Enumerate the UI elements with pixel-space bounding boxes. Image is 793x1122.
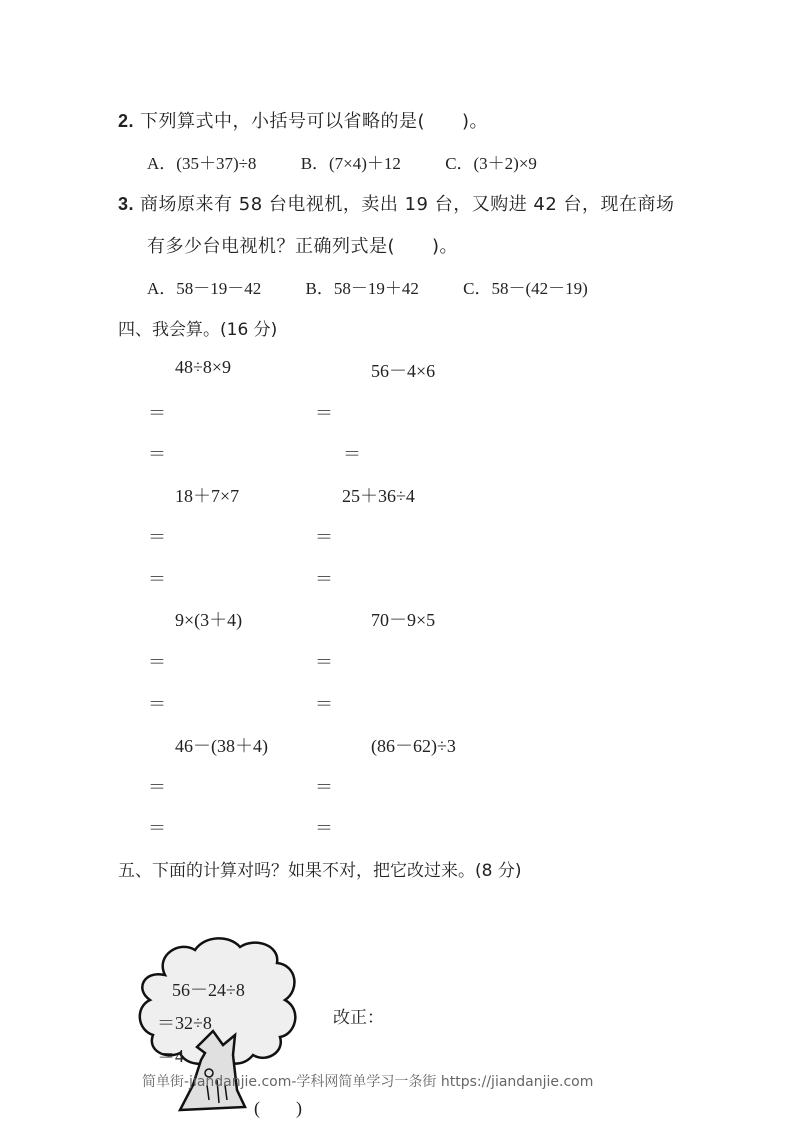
tree-expression-line3: ＝4: [157, 1046, 184, 1066]
equals-sign: ＝: [315, 527, 333, 547]
section-5-title: 五、下面的计算对吗？如果不对，把它改过来。(8 分): [118, 861, 522, 881]
problem-4-expression: 25＋36÷4: [342, 486, 415, 506]
equals-sign: ＝: [148, 652, 166, 672]
equals-sign: ＝: [315, 777, 333, 797]
equals-sign: ＝: [148, 527, 166, 547]
option-b: B．58－19＋42: [305, 279, 419, 298]
equals-sign: ＝: [148, 444, 166, 464]
option-a: A．(35＋37)÷8: [147, 154, 257, 173]
problem-3-expression: 18＋7×7: [175, 486, 240, 506]
section-4-title: 四、我会算。(16 分): [118, 320, 278, 340]
equals-sign: ＝: [315, 652, 333, 672]
question-text: 下列算式中，小括号可以省略的是( )。: [140, 111, 489, 132]
option-c: C．(3＋2)×9: [445, 154, 537, 173]
watermark: 简单街-jiandanjie.com-学科网简单学习一条街 https://jiandanjie.com: [142, 1074, 594, 1090]
question-3-line2: 有多少台电视机？正确列式是( )。: [147, 236, 459, 257]
equals-sign: ＝: [148, 403, 166, 423]
problem-8-expression: (86－62)÷3: [371, 736, 456, 756]
equals-sign: ＝: [315, 403, 333, 423]
question-number: 2.: [118, 111, 135, 131]
question-3: [118, 190, 675, 216]
question-text-line1: 商场原来有 58 台电视机，卖出 19 台，又购进 42 台，现在商场: [140, 194, 675, 215]
equals-sign: ＝: [315, 818, 333, 838]
option-c: C．58－(42－19): [463, 279, 588, 298]
question-3-options: [147, 274, 628, 299]
equals-sign: ＝: [148, 818, 166, 838]
tree-expression-line1: 56－24÷8: [172, 980, 245, 1000]
option-a: A．58－19－42: [147, 279, 262, 298]
question-number: 3.: [118, 194, 135, 214]
answer-paren: ( ): [254, 1098, 302, 1118]
equals-sign: ＝: [315, 569, 333, 589]
problem-6-expression: 70－9×5: [371, 610, 436, 630]
question-2-options: [147, 149, 577, 174]
problem-1-expression: 48÷8×9: [175, 357, 232, 377]
equals-sign: ＝: [148, 777, 166, 797]
equals-sign: ＝: [315, 694, 333, 714]
problem-2-expression: 56－4×6: [371, 361, 436, 381]
correction-label: 改正：: [333, 1008, 384, 1028]
tree-expression-line2: ＝32÷8: [157, 1013, 212, 1033]
question-2: [118, 107, 488, 133]
problem-5-expression: 9×(3＋4): [175, 610, 243, 630]
equals-sign: ＝: [148, 569, 166, 589]
problem-7-expression: 46－(38＋4): [175, 736, 268, 756]
equals-sign: ＝: [148, 694, 166, 714]
equals-sign: ＝: [343, 444, 361, 464]
option-b: B．(7×4)＋12: [300, 154, 401, 173]
